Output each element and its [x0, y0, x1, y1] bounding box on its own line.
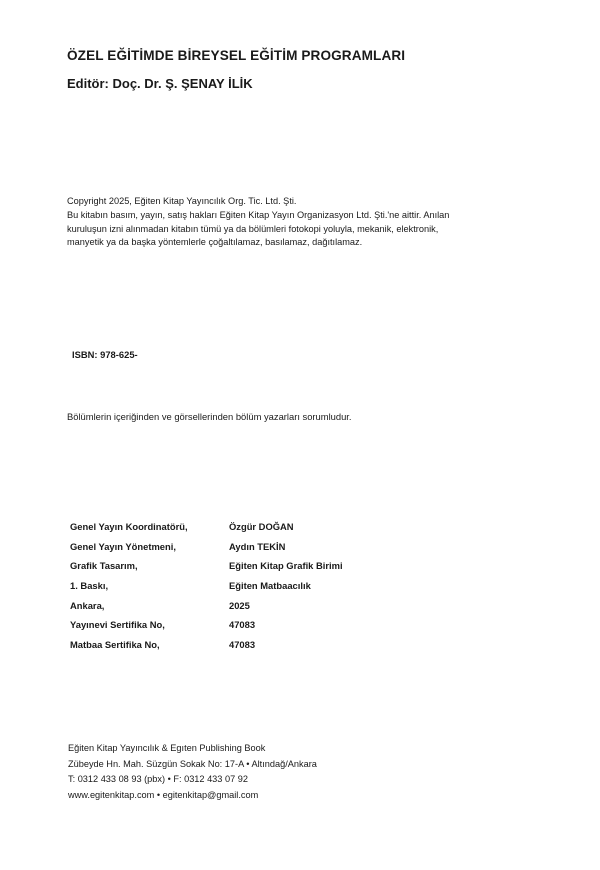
copyright-notice: Copyright 2025, Eğiten Kitap Yayıncılık Org. Tic. Ltd. Şti.	[67, 196, 297, 206]
credit-label: Grafik Tasarım,	[70, 560, 138, 572]
publisher-phone: T: 0312 433 08 93 (pbx) • F: 0312 433 07 92	[68, 774, 248, 785]
credit-row	[70, 615, 343, 635]
credit-label: Genel Yayın Koordinatörü,	[70, 521, 188, 533]
credit-row	[70, 576, 343, 596]
rights-line-3: manyetik ya da başka yöntemlerle çoğaltılamaz, basılamaz, dağıtılamaz.	[67, 237, 363, 247]
credit-row	[70, 556, 343, 576]
credit-value: 47083	[229, 619, 256, 631]
credit-value: Aydın TEKİN	[229, 540, 286, 552]
credit-value: 2025	[229, 599, 250, 611]
credit-label: Matbaa Sertifika No,	[70, 638, 160, 650]
credit-label: Ankara,	[70, 599, 105, 611]
credit-row	[70, 517, 343, 537]
credit-label: Genel Yayın Yönetmeni,	[70, 540, 176, 552]
responsibility-note: Bölümlerin içeriğinden ve görsellerinden bölüm yazarları sorumludur.	[67, 411, 352, 422]
rights-line-1: Bu kitabın basım, yayın, satış hakları Eğiten Kitap Yayın Organizasyon Ltd. Şti.'ne aittir. Anılan	[67, 210, 450, 220]
credit-row	[70, 537, 343, 557]
book-title: ÖZEL EĞİTİMDE BİREYSEL EĞİTİM PROGRAMLARI	[67, 48, 406, 63]
book-editor: Editör: Doç. Dr. Ş. ŞENAY İLİK	[67, 76, 253, 91]
isbn: ISBN: 978-625-	[72, 349, 138, 360]
publisher-name: Eğiten Kitap Yayıncılık & Egıten Publishing Book	[68, 743, 266, 753]
credit-value: 47083	[229, 638, 256, 650]
credit-value: Özgür DOĞAN	[229, 521, 294, 533]
credit-value: Eğiten Matbaacılık	[229, 580, 311, 592]
credit-row	[70, 635, 343, 655]
publisher-address: Zübeyde Hn. Mah. Süzgün Sokak No: 17-A • Altındağ/Ankara	[68, 758, 317, 769]
credit-label: Yayınevi Sertifika No,	[70, 619, 165, 631]
publisher-info	[68, 741, 317, 803]
credits-table	[70, 517, 343, 654]
publisher-web: www.egitenkitap.com • egitenkitap@gmail.com	[68, 789, 259, 800]
rights-line-2: kuruluşun izni alınmadan kitabın tümü ya da bölümleri fotokopi yoluyla, mekanik, elektronik,	[67, 223, 439, 234]
credit-label: 1. Baskı,	[70, 580, 109, 592]
copyright-block	[67, 194, 547, 250]
credit-row	[70, 595, 343, 615]
credit-value: Eğiten Kitap Grafik Birimi	[229, 560, 343, 572]
